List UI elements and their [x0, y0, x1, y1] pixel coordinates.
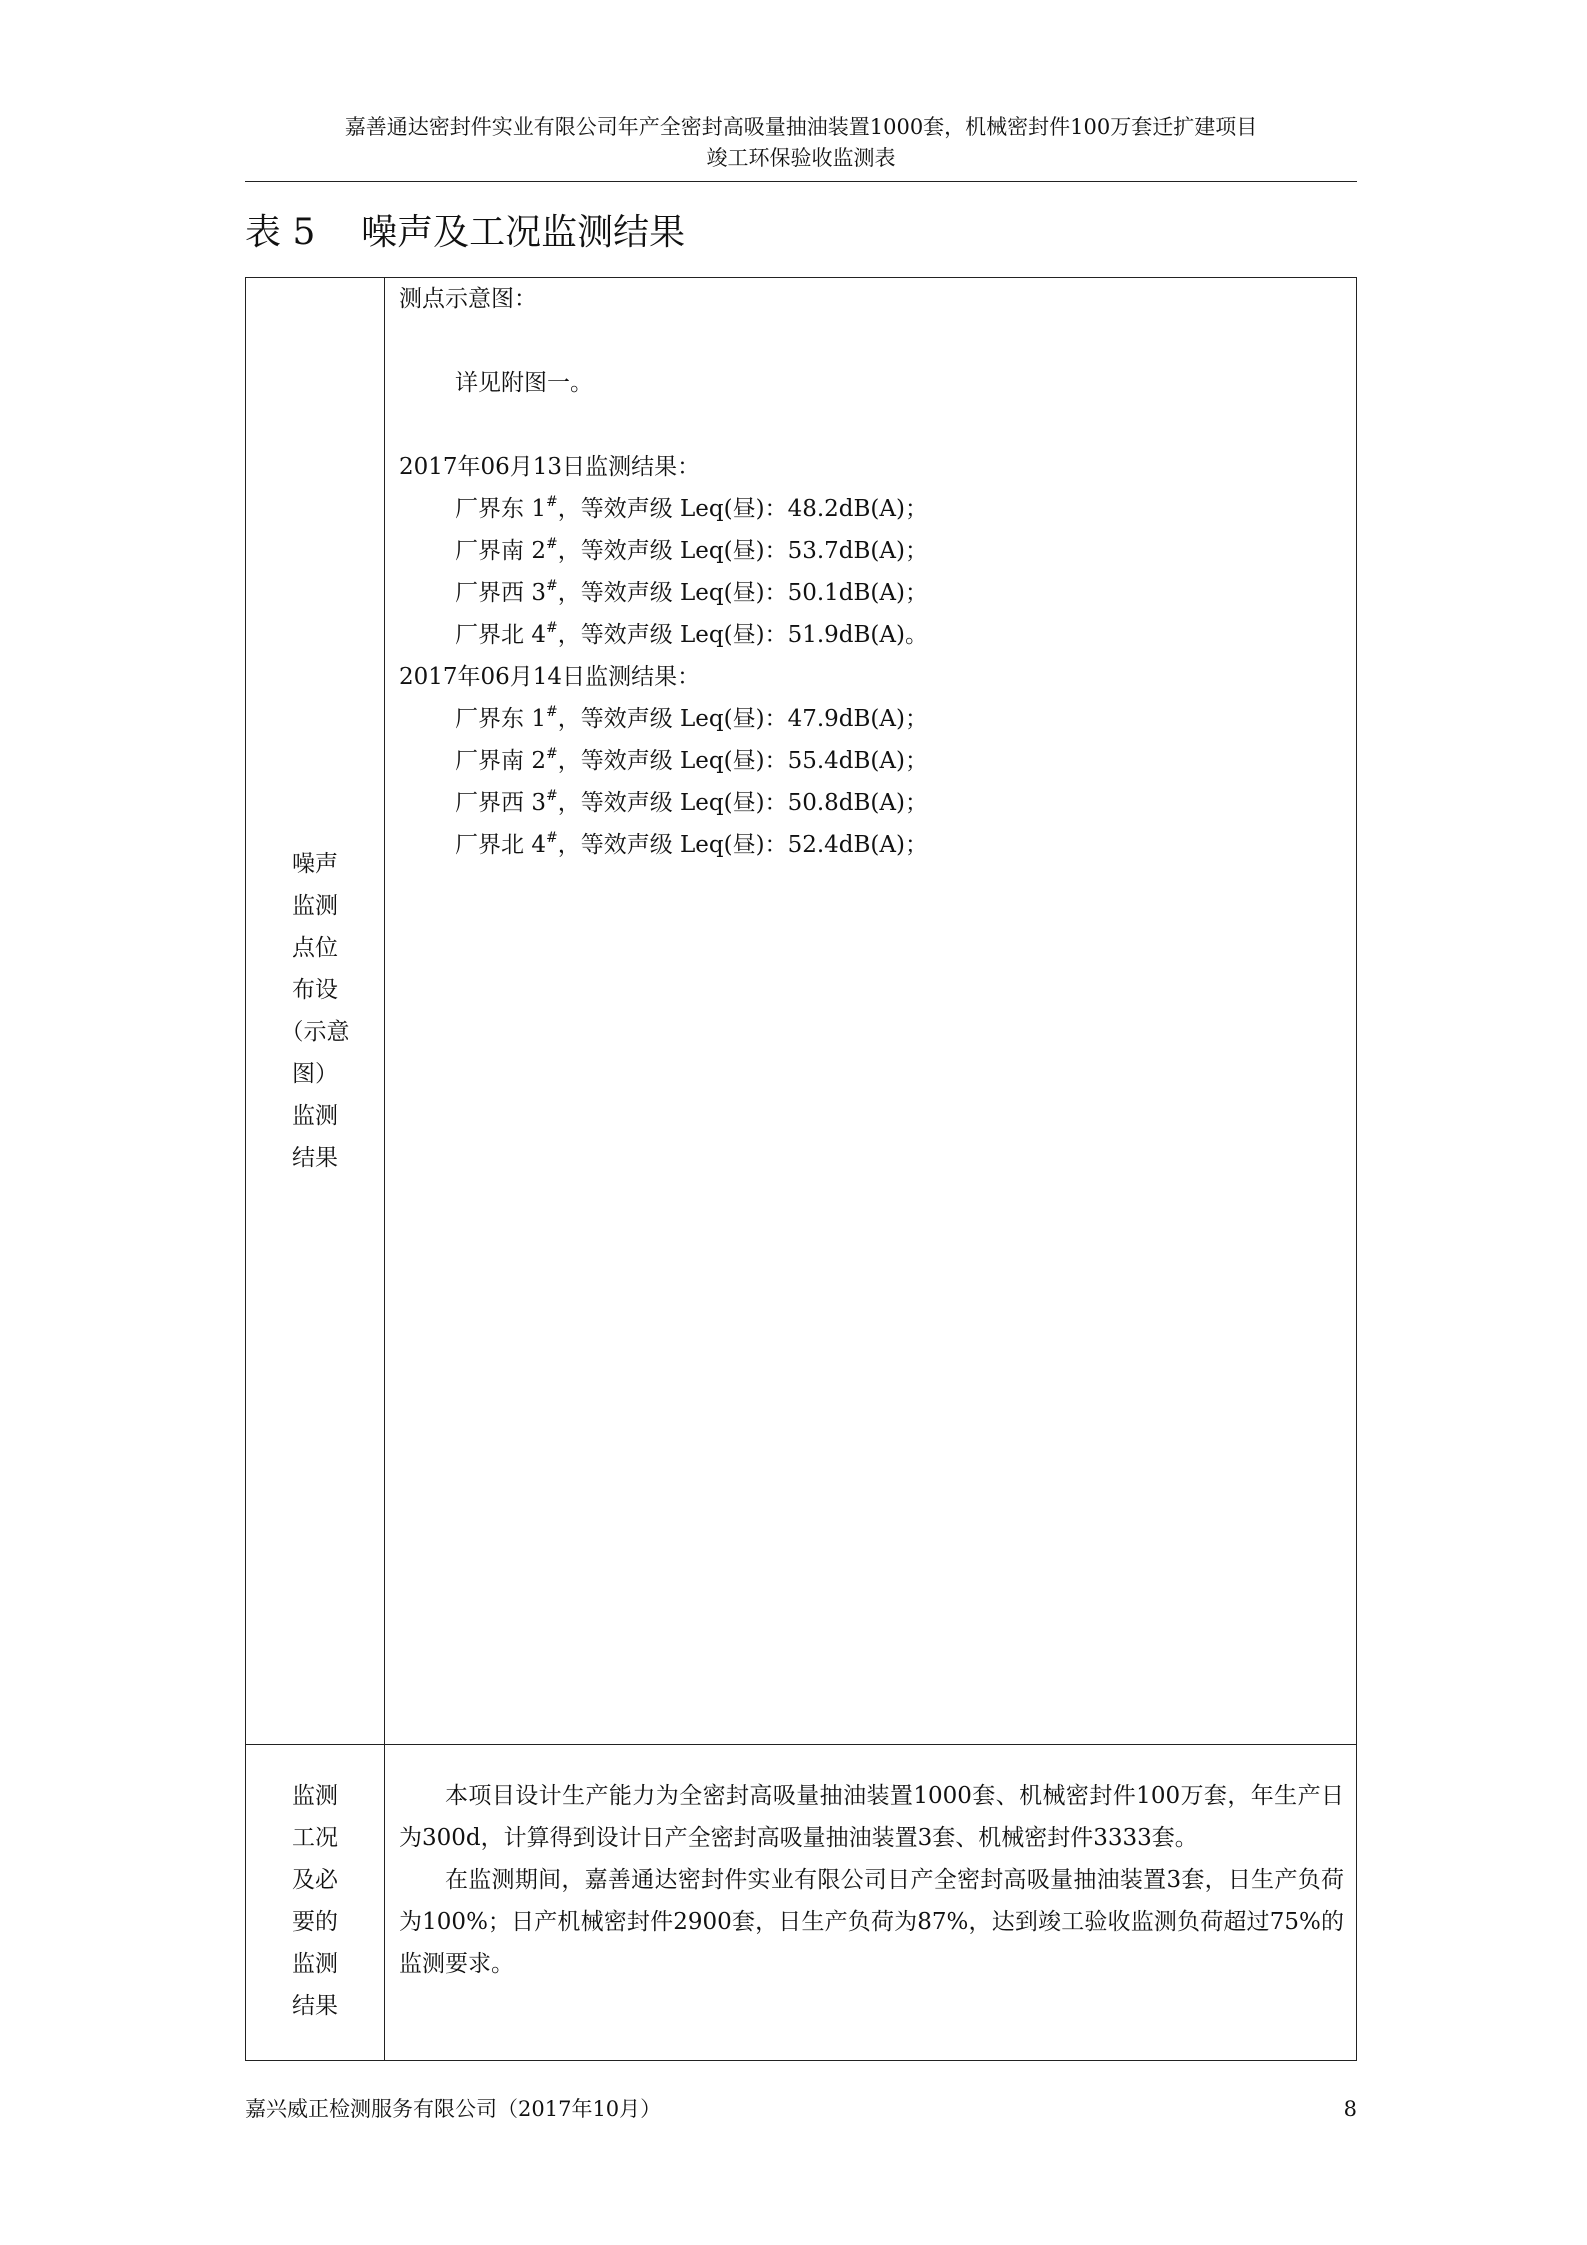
point-number: 3	[531, 790, 546, 816]
measurement-line	[399, 488, 1339, 530]
point-number: 2	[531, 538, 546, 564]
measurement-line	[399, 824, 1339, 866]
measurement-line	[399, 740, 1339, 782]
metric-label: ，等效声级 Leq(昼)：	[557, 706, 788, 732]
label-line: 及必	[292, 1867, 338, 1893]
point-mark: #	[545, 578, 558, 594]
page-number: 8	[1343, 2097, 1357, 2121]
noise-value: 51.9dB(A)	[787, 622, 905, 648]
noise-value: 52.4dB(A)	[787, 832, 905, 858]
column-divider	[384, 278, 385, 2060]
noise-value: 50.8dB(A)	[787, 790, 905, 816]
condition-results-cell	[399, 1775, 1344, 1985]
measurement-line	[399, 698, 1339, 740]
point-number: 1	[531, 706, 546, 732]
label-line: 监测	[292, 1103, 338, 1129]
point-mark: #	[545, 746, 558, 762]
diagram-label: 测点示意图：	[399, 286, 537, 312]
line-end: ；	[904, 832, 928, 858]
spacer	[399, 404, 1339, 446]
noise-value: 48.2dB(A)	[787, 496, 905, 522]
metric-label: ，等效声级 Leq(昼)：	[557, 622, 788, 648]
label-line: 结果	[292, 1993, 338, 2019]
header-subtitle: 竣工环保验收监测表	[706, 146, 896, 170]
point-name: 厂界南	[455, 538, 524, 564]
label-line: 图）	[292, 1061, 338, 1087]
diagram-reference: 详见附图一。	[455, 370, 593, 396]
point-name: 厂界南	[455, 748, 524, 774]
measurement-line	[399, 782, 1339, 824]
line-end: ；	[904, 706, 928, 732]
point-number: 4	[531, 622, 546, 648]
metric-label: ，等效声级 Leq(昼)：	[557, 832, 788, 858]
measurement-line	[399, 572, 1339, 614]
point-name: 厂界北	[455, 622, 524, 648]
point-number: 1	[531, 496, 546, 522]
point-name: 厂界北	[455, 832, 524, 858]
line-end: ；	[904, 790, 928, 816]
noise-value: 55.4dB(A)	[787, 748, 905, 774]
point-mark: #	[545, 536, 558, 552]
measurement-line	[399, 614, 1339, 656]
label-line: 工况	[292, 1825, 338, 1851]
noise-value: 47.9dB(A)	[787, 706, 905, 732]
point-mark: #	[545, 704, 558, 720]
table-title: 表 5 噪声及工况监测结果	[245, 212, 686, 253]
header-project-title: 嘉善通达密封件实业有限公司年产全密封高吸量抽油装置1000套，机械密封件100万套迁扩建项目	[344, 115, 1258, 139]
label-line: （示意	[280, 1019, 350, 1045]
noise-results-cell	[399, 278, 1339, 866]
label-line: 监测	[292, 893, 338, 919]
point-mark: #	[545, 830, 558, 846]
label-line: 要的	[292, 1909, 338, 1935]
line-end: 。	[904, 622, 928, 648]
day2-heading: 2017年06月14日监测结果：	[399, 664, 701, 690]
metric-label: ，等效声级 Leq(昼)：	[557, 790, 788, 816]
spacer	[399, 320, 1339, 362]
point-name: 厂界西	[455, 790, 524, 816]
metric-label: ，等效声级 Leq(昼)：	[557, 748, 788, 774]
document-header	[245, 112, 1357, 174]
line-end: ；	[904, 748, 928, 774]
point-mark: #	[545, 620, 558, 636]
condition-row-label	[246, 1775, 384, 2027]
point-number: 2	[531, 748, 546, 774]
line-end: ；	[904, 538, 928, 564]
noise-value: 50.1dB(A)	[787, 580, 905, 606]
point-name: 厂界西	[455, 580, 524, 606]
results-table	[245, 277, 1357, 2061]
point-number: 4	[531, 832, 546, 858]
metric-label: ，等效声级 Leq(昼)：	[557, 538, 788, 564]
point-mark: #	[545, 494, 558, 510]
noise-row-label	[246, 843, 384, 1179]
point-mark: #	[545, 788, 558, 804]
point-name: 厂界东	[455, 496, 524, 522]
row-divider	[246, 1744, 1356, 1745]
footer-company: 嘉兴威正检测服务有限公司（2017年10月）	[245, 2097, 662, 2121]
label-line: 点位	[292, 935, 338, 961]
label-line: 噪声	[292, 851, 338, 877]
header-divider	[245, 181, 1357, 182]
metric-label: ，等效声级 Leq(昼)：	[557, 580, 788, 606]
load-paragraph: 在监测期间，嘉善通达密封件实业有限公司日产全密封高吸量抽油装置3套，日生产负荷为100%；日产机械密封件2900套，日生产负荷为87%，达到竣工验收监测负荷超过75%的监测要求。	[399, 1867, 1344, 1977]
point-name: 厂界东	[455, 706, 524, 732]
capacity-paragraph: 本项目设计生产能力为全密封高吸量抽油装置1000套、机械密封件100万套，年生产日为300d，计算得到设计日产全密封高吸量抽油装置3套、机械密封件3333套。	[399, 1783, 1344, 1851]
measurement-line	[399, 530, 1339, 572]
point-number: 3	[531, 580, 546, 606]
metric-label: ，等效声级 Leq(昼)：	[557, 496, 788, 522]
line-end: ；	[904, 496, 928, 522]
day1-heading: 2017年06月13日监测结果：	[399, 454, 701, 480]
noise-value: 53.7dB(A)	[787, 538, 905, 564]
label-line: 监测	[292, 1951, 338, 1977]
label-line: 结果	[292, 1145, 338, 1171]
label-line: 监测	[292, 1783, 338, 1809]
line-end: ；	[904, 580, 928, 606]
label-line: 布设	[292, 977, 338, 1003]
